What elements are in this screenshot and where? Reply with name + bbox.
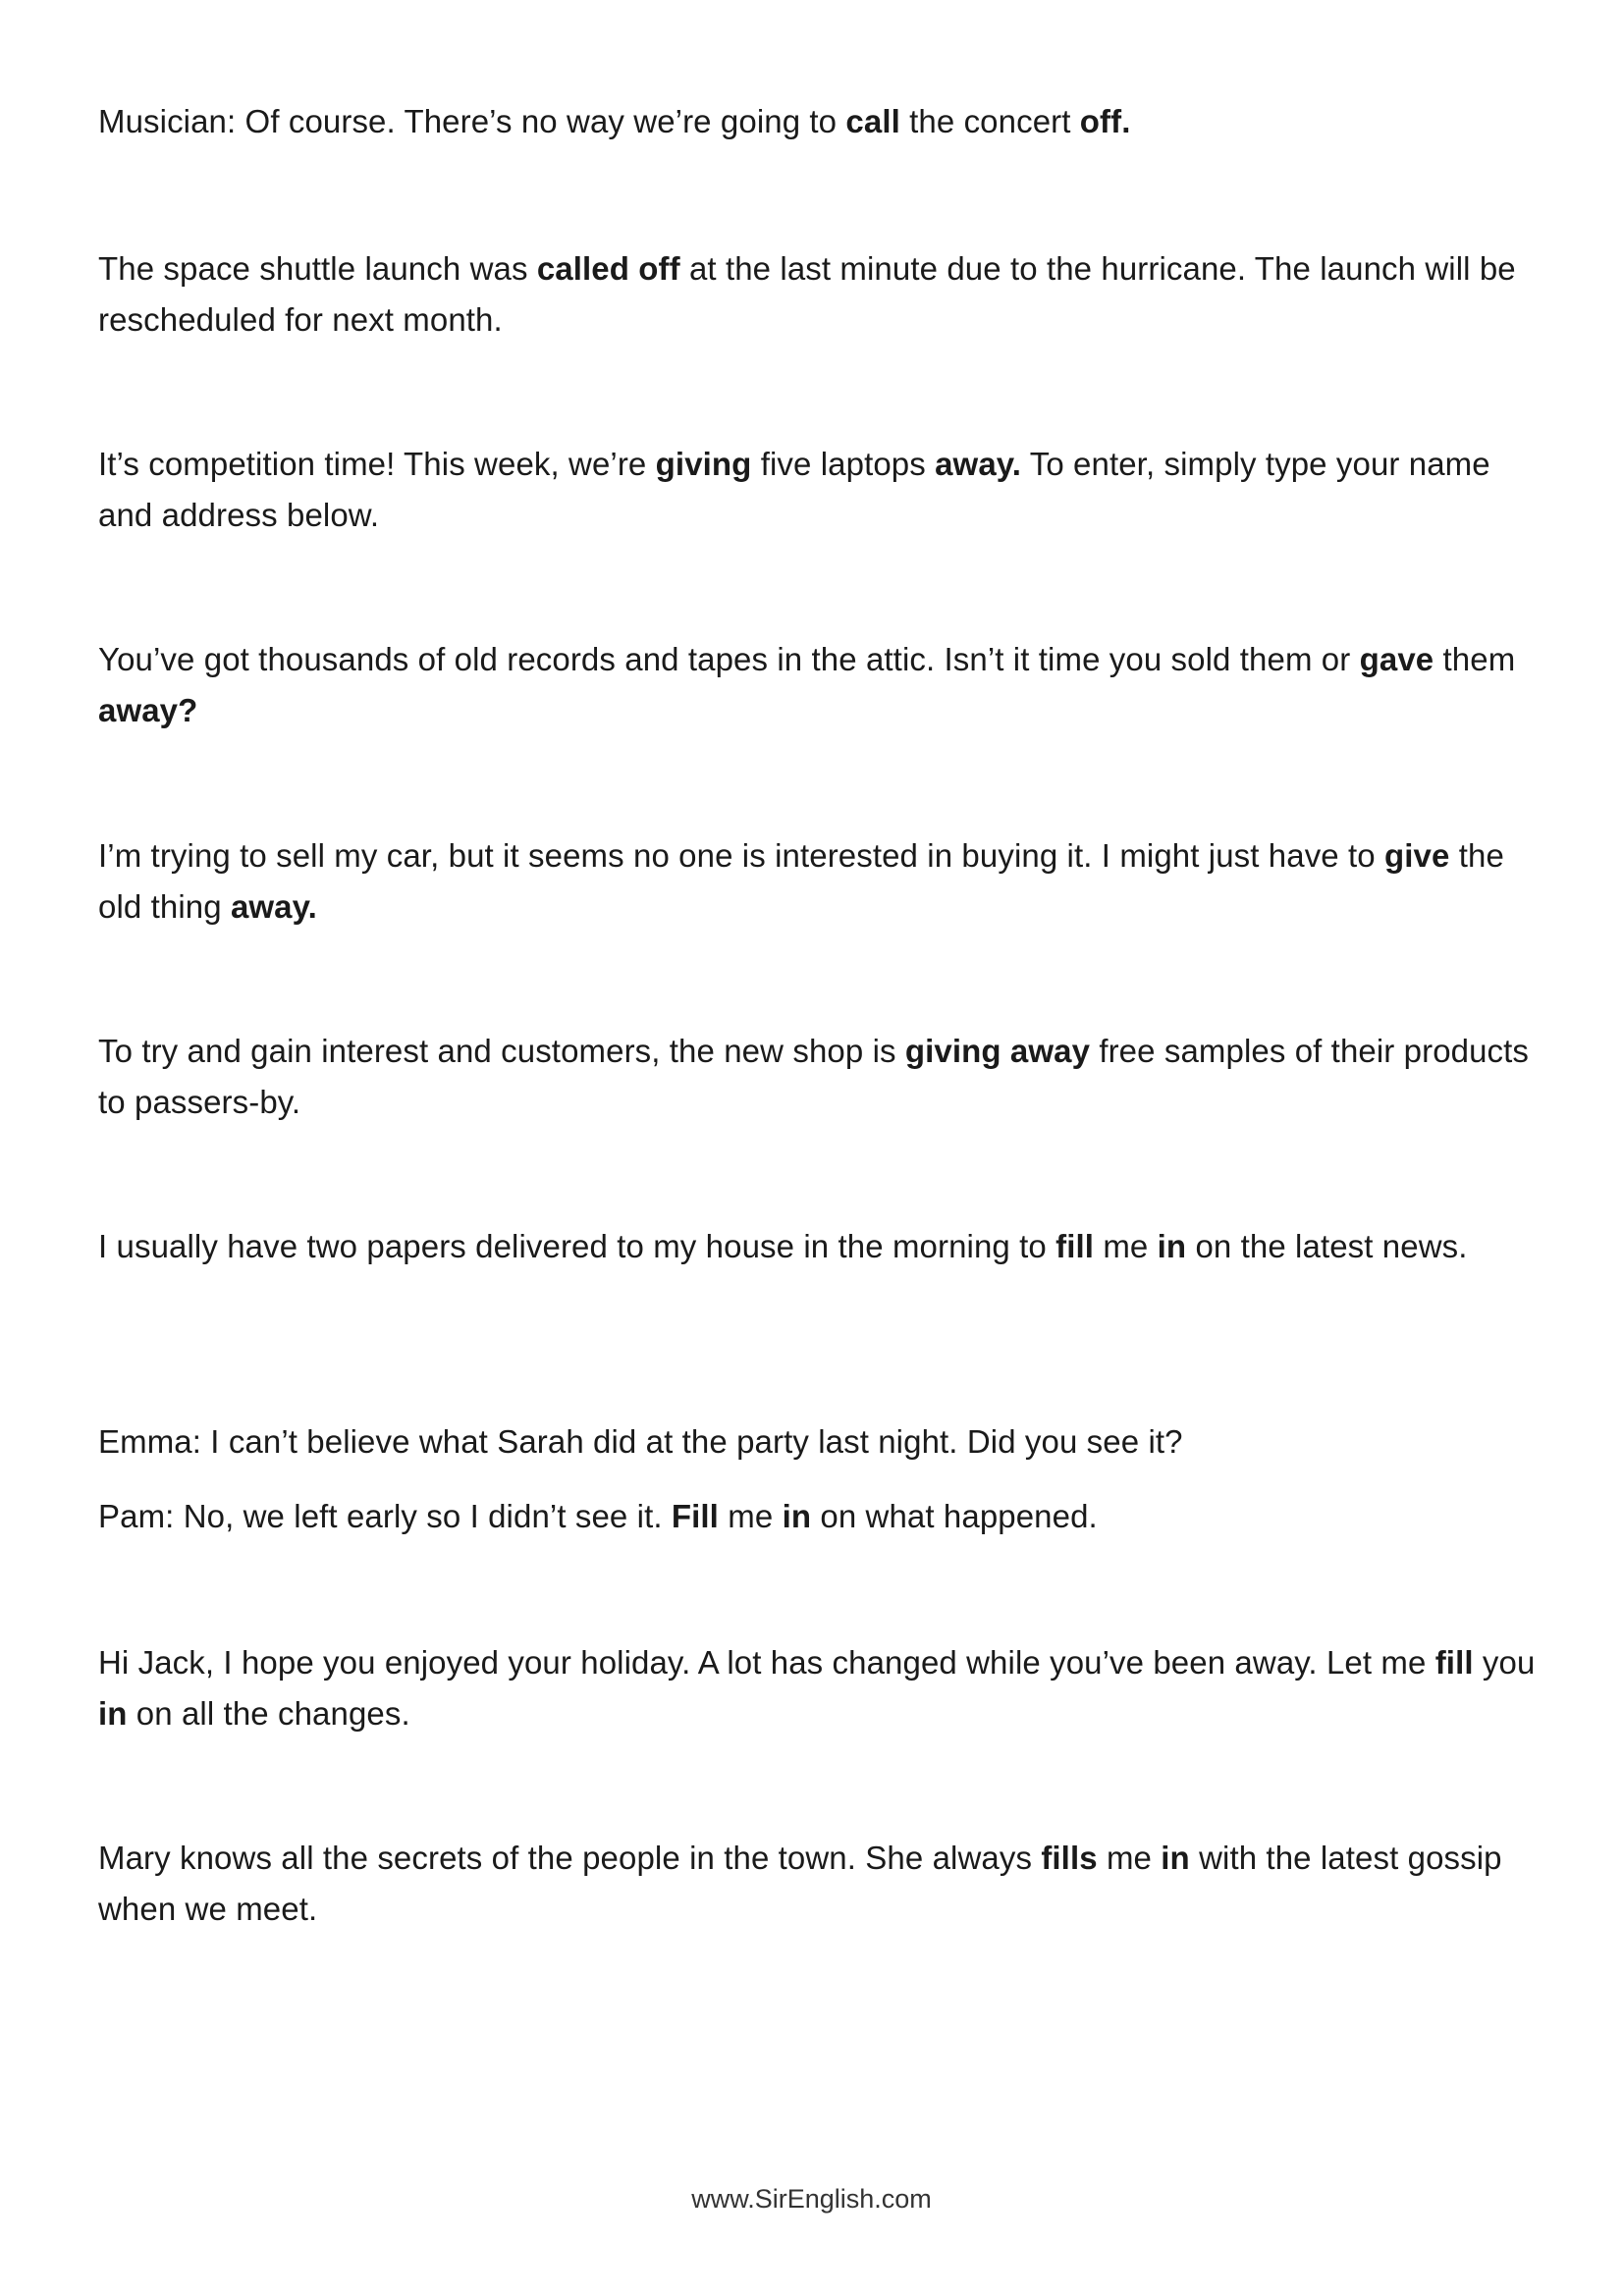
- text-run: Musician: Of course. There’s no way we’re going to: [98, 103, 846, 139]
- text-run: Mary knows all the secrets of the people in the town. She always: [98, 1840, 1042, 1876]
- example-paragraph: [98, 243, 1542, 346]
- text-run: The space shuttle launch was: [98, 250, 537, 287]
- text-run: you: [1473, 1644, 1536, 1681]
- phrasal-verb-term: in: [98, 1695, 128, 1732]
- text-run: me: [1094, 1228, 1158, 1264]
- phrasal-verb-term: giving away: [904, 1033, 1091, 1069]
- text-run: on all the changes.: [127, 1695, 410, 1732]
- text-run: I usually have two papers delivered to my house in the morning to: [98, 1228, 1056, 1264]
- text-run: the concert: [899, 103, 1080, 139]
- text-run: To try and gain interest and customers, the new shop is: [98, 1033, 905, 1069]
- phrasal-verb-term: give: [1384, 837, 1450, 874]
- example-paragraph: [98, 96, 1542, 147]
- phrasal-verb-term: fills: [1041, 1840, 1098, 1876]
- text-run: It’s competition time! This week, we’re: [98, 446, 656, 482]
- phrasal-verb-term: off.: [1079, 103, 1131, 139]
- text-run: them: [1434, 641, 1516, 677]
- text-run: at the last minute due to the hurricane. The launch will be rescheduled for next month.: [98, 250, 1516, 338]
- example-paragraph: [98, 1833, 1542, 1935]
- dialogue-line: [98, 1491, 1542, 1542]
- footer-website: www.SirEnglish.com: [691, 2184, 932, 2214]
- text-run: with the latest gossip when we meet.: [98, 1840, 1502, 1927]
- phrasal-verb-term: in: [1161, 1840, 1190, 1876]
- text-run: on the latest news.: [1186, 1228, 1468, 1264]
- phrasal-verb-term: away?: [98, 692, 198, 728]
- text-run: on what happened.: [811, 1498, 1098, 1534]
- phrasal-verb-term: call: [845, 103, 900, 139]
- example-paragraph: [98, 830, 1542, 933]
- example-paragraph: [98, 439, 1542, 541]
- example-paragraph: [98, 634, 1542, 736]
- text-run: me: [1097, 1840, 1162, 1876]
- text-run: the old thing: [98, 837, 1504, 925]
- phrasal-verb-term: gave: [1359, 641, 1434, 677]
- example-paragraph: [98, 1026, 1542, 1128]
- text-run: I’m trying to sell my car, but it seems no one is interested in buying it. I might just have to: [98, 837, 1385, 874]
- text-run: me: [718, 1498, 783, 1534]
- phrasal-verb-term: called off: [536, 250, 680, 287]
- text-run: To enter, simply type your name and address below.: [98, 446, 1490, 533]
- text-run: free samples of their products to passers-by.: [98, 1033, 1530, 1120]
- phrasal-verb-term: fill: [1434, 1644, 1474, 1681]
- phrasal-verb-term: in: [782, 1498, 812, 1534]
- example-paragraph: [98, 1637, 1542, 1739]
- text-run: Emma: I can’t believe what Sarah did at the party last night. Did you see it?: [98, 1423, 1183, 1460]
- phrasal-verb-term: away.: [935, 446, 1022, 482]
- phrasal-verb-term: Fill: [671, 1498, 719, 1534]
- text-run: Pam: No, we left early so I didn’t see it.: [98, 1498, 672, 1534]
- phrasal-verb-term: fill: [1055, 1228, 1095, 1264]
- example-paragraph: [98, 1221, 1542, 1272]
- phrasal-verb-term: away.: [230, 888, 317, 925]
- text-run: five laptops: [751, 446, 936, 482]
- text-run: You’ve got thousands of old records and tapes in the attic. Isn’t it time you sold them or: [98, 641, 1360, 677]
- text-run: Hi Jack, I hope you enjoyed your holiday. A lot has changed while you’ve been away. Let me: [98, 1644, 1435, 1681]
- phrasal-verb-term: in: [1157, 1228, 1187, 1264]
- dialogue-line: [98, 1416, 1542, 1468]
- phrasal-verb-term: giving: [655, 446, 752, 482]
